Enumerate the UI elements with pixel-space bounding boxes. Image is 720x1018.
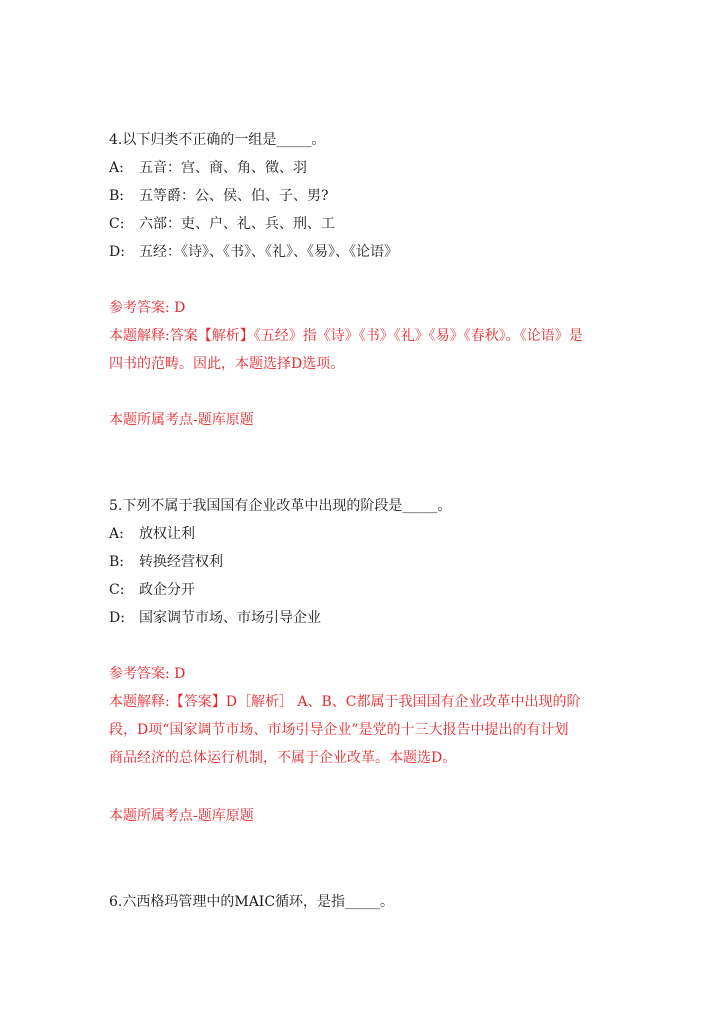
question-5-answer: 参考答案: D: [109, 666, 186, 682]
option-text: 五经：《诗》、《书》、《礼》、《易》、《论语》: [139, 244, 398, 260]
question-4-explanation-line-1: 本题解释:答案【解析】《五经》指《诗》《书》《礼》《易》《春秋》。《论语》是: [109, 328, 583, 344]
question-4-option-b: [109, 186, 329, 206]
option-text: 五音：宫、商、角、徵、羽: [139, 160, 307, 176]
option-text: 国家调节市场、市场引导企业: [139, 610, 321, 626]
option-letter: B:: [109, 188, 125, 204]
question-4-option-c: [109, 214, 335, 234]
question-4-answer: 参考答案: D: [109, 300, 186, 316]
question-4-explanation-line-2: 四书的范畴。因此，本题选择D选项。: [109, 356, 345, 372]
question-4-stem: 4.以下归类不正确的一组是_____。: [109, 132, 326, 148]
option-letter: D:: [109, 244, 125, 260]
question-5-explanation-line-3: 商品经济的总体运行机制，不属于企业改革。本题选D。: [109, 750, 457, 766]
option-letter: D:: [109, 610, 125, 626]
option-text: 放权让利: [139, 526, 195, 542]
option-letter: B:: [109, 554, 125, 570]
question-4-source: 本题所属考点-题库原题: [109, 412, 254, 428]
option-text: 转换经营权利: [139, 554, 223, 570]
option-text: 六部：吏、户、礼、兵、刑、工: [139, 216, 335, 232]
option-text: 五等爵：公、侯、伯、子、男?: [139, 188, 329, 204]
question-5-option-b: [109, 552, 223, 572]
question-6-stem: 6.六西格玛管理中的MAIC循环，是指_____。: [109, 894, 395, 910]
question-5-option-d: [109, 608, 321, 628]
question-5-source: 本题所属考点-题库原题: [109, 808, 254, 824]
option-letter: C:: [109, 216, 125, 232]
option-letter: A:: [109, 160, 124, 176]
option-text: 政企分开: [139, 582, 195, 598]
question-4-option-a: [109, 158, 307, 178]
question-5-option-c: [109, 580, 195, 600]
question-5-stem: 5.下列不属于我国国有企业改革中出现的阶段是_____。: [109, 498, 452, 514]
question-4-option-d: [109, 242, 398, 262]
option-letter: C:: [109, 582, 125, 598]
question-5-explanation-line-2: 段，D项“国家调节市场、市场引导企业”是党的十三大报告中提出的有计划: [109, 722, 569, 738]
option-letter: A:: [109, 526, 124, 542]
question-5-explanation-line-1: 本题解释:【答案】D［解析］ A、B、C都属于我国国有企业改革中出现的阶: [109, 694, 581, 710]
question-5-option-a: [109, 524, 195, 544]
